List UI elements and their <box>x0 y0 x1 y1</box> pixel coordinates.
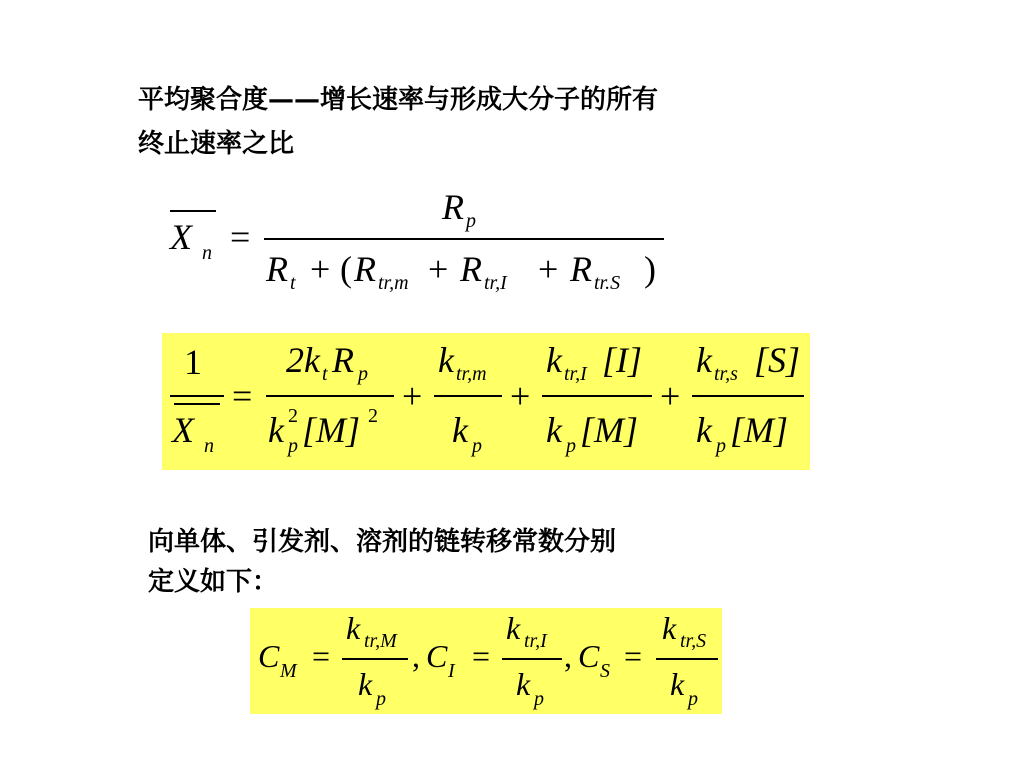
c2: C <box>426 638 448 674</box>
lhs-sub: n <box>204 435 214 457</box>
den-r4-sub: tr.S <box>594 272 621 294</box>
intro-line-1: 平均聚合度——增长速率与形成大分子的所有 <box>138 85 659 115</box>
t4-den-bracket: [M] <box>730 410 789 450</box>
equals-sign: = <box>232 376 253 416</box>
n1-sub: tr,M <box>364 630 397 652</box>
t4-fraction-bar <box>692 395 804 397</box>
n1: k <box>346 610 361 646</box>
right-paren: ) <box>644 249 656 289</box>
t2-fraction-bar <box>434 395 502 397</box>
den-r1-sub: t <box>290 272 296 294</box>
left-paren: ( <box>340 249 352 289</box>
t3-num: k <box>546 340 562 380</box>
lhs-var: X <box>170 217 192 257</box>
formula-degree-of-polymerization <box>160 180 680 300</box>
d3: k <box>670 666 685 702</box>
t3-den-bracket: [M] <box>580 410 639 450</box>
plus-2: + <box>510 376 531 416</box>
t2-den-sub: p <box>472 435 482 457</box>
fraction-bar-2 <box>502 658 562 660</box>
fraction-bar <box>264 238 664 240</box>
overline-bar <box>170 210 216 212</box>
n2: k <box>506 610 521 646</box>
t2-num-sub: tr,m <box>456 363 487 385</box>
t4-num-sub: tr,s <box>714 363 738 385</box>
t1-num-sub: t <box>322 363 328 385</box>
plus-1: + <box>402 376 423 416</box>
equals-2: = <box>472 638 491 674</box>
c1: C <box>258 638 280 674</box>
t1-num-var-sub: p <box>358 363 368 385</box>
transfer-line-2: 定义如下： <box>148 567 279 597</box>
den-r2-sub: tr,m <box>378 272 409 294</box>
comma-2: , <box>564 638 572 674</box>
t3-den-sub: p <box>566 435 576 457</box>
c3: C <box>578 638 600 674</box>
t1-den-sup: 2 <box>288 405 298 427</box>
t1-den-k: k <box>268 410 284 450</box>
equals-1: = <box>312 638 331 674</box>
t4-den-sub: p <box>716 435 726 457</box>
d1: k <box>358 666 373 702</box>
d2-sub: p <box>534 688 544 710</box>
n3: k <box>662 610 677 646</box>
t4-num-bracket: [S] <box>754 340 801 380</box>
t1-den-m: [M] <box>302 410 361 450</box>
den-r1: R <box>266 249 288 289</box>
comma-1: , <box>412 638 420 674</box>
plus-2: + <box>428 249 449 289</box>
t4-den: k <box>696 410 712 450</box>
den-r3-sub: tr,I <box>484 272 507 294</box>
lhs-sub: n <box>202 242 212 264</box>
plus-1: + <box>310 249 331 289</box>
one: 1 <box>184 342 202 382</box>
d3-sub: p <box>688 688 698 710</box>
t1-num-var: R <box>332 340 354 380</box>
plus-3: + <box>538 249 559 289</box>
d2: k <box>516 666 531 702</box>
t1-fraction-bar <box>266 395 394 397</box>
formula-transfer-constants-box <box>250 608 722 714</box>
formula-reciprocal-box <box>162 333 810 470</box>
d1-sub: p <box>376 688 386 710</box>
t1-den-sub: p <box>288 435 298 457</box>
lhs-var: X <box>172 410 194 450</box>
lhs-fraction-bar <box>170 395 224 397</box>
n2-sub: tr,I <box>524 630 547 652</box>
fraction-bar-1 <box>342 658 408 660</box>
equals-3: = <box>624 638 643 674</box>
t2-num: k <box>438 340 454 380</box>
den-r3: R <box>460 249 482 289</box>
t4-num: k <box>696 340 712 380</box>
t2-den: k <box>452 410 468 450</box>
equals-sign: = <box>230 217 251 257</box>
t3-num-bracket: [I] <box>602 340 643 380</box>
c3-sub: S <box>600 660 610 682</box>
den-r2: R <box>354 249 376 289</box>
t1-num-2k: 2k <box>286 340 320 380</box>
t1-den-sup2: 2 <box>368 405 378 427</box>
transfer-line-1: 向单体、引发剂、溶剂的链转移常数分别 <box>148 527 617 557</box>
lhs-overline <box>174 403 220 405</box>
c1-sub: M <box>280 660 297 682</box>
t3-den: k <box>546 410 562 450</box>
n3-sub: tr,S <box>680 630 707 652</box>
numerator-var: R <box>442 187 464 227</box>
plus-3: + <box>660 376 681 416</box>
den-r4: R <box>570 249 592 289</box>
fraction-bar-3 <box>656 658 718 660</box>
t3-fraction-bar <box>542 395 652 397</box>
t3-num-sub: tr,I <box>564 363 587 385</box>
intro-line-2: 终止速率之比 <box>138 129 295 159</box>
numerator-sub: p <box>466 210 476 232</box>
c2-sub: I <box>448 660 455 682</box>
